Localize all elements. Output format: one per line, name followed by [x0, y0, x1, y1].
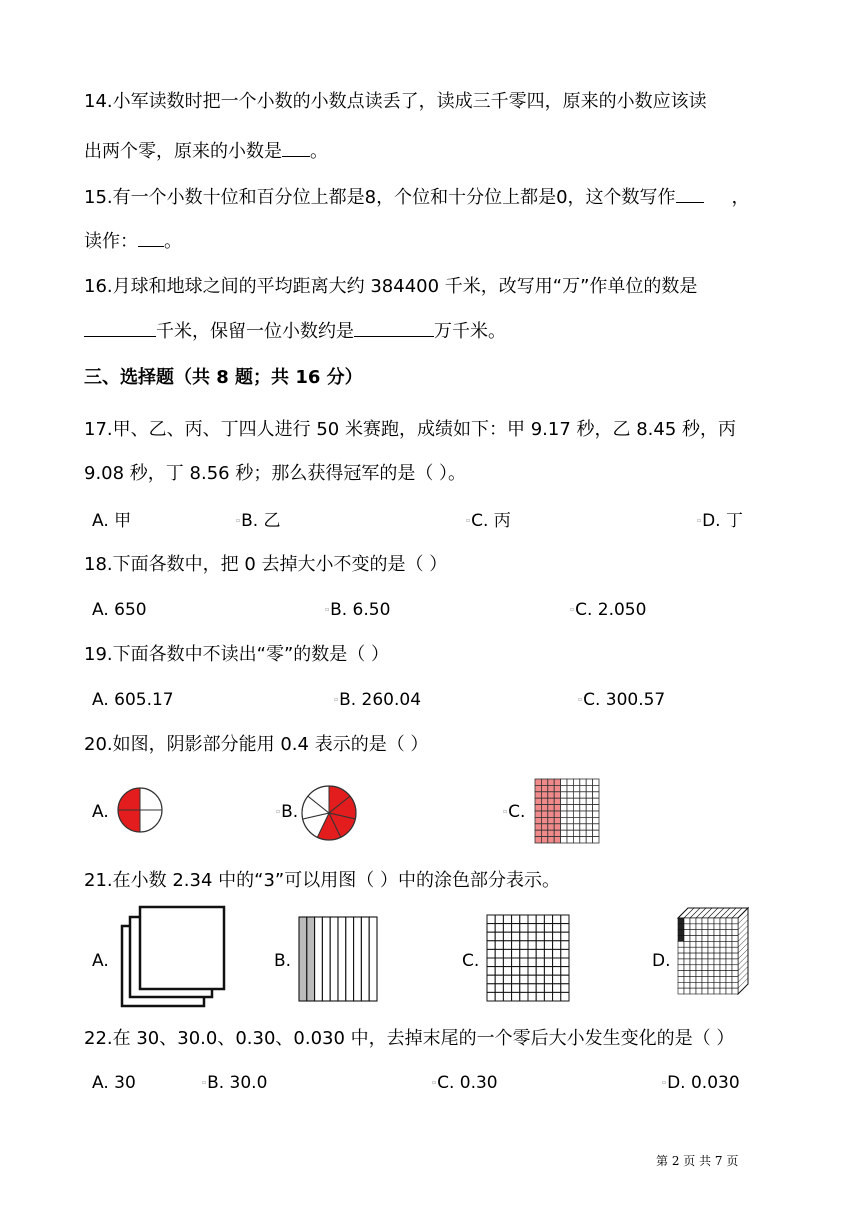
q16-text: 千米，保留一位小数约是 [156, 321, 354, 342]
q14-answer-blank[interactable] [282, 140, 310, 157]
q18-option-c-label: C. 2.050 [575, 600, 647, 620]
q15-line1 [84, 186, 750, 210]
section-title: 三、选择题（共 8 题；共 16 分） [84, 367, 363, 388]
q21-thousand-cube-figure [676, 906, 756, 1000]
q18-option-b-label: B. 6.50 [330, 600, 391, 620]
q15-line2 [84, 230, 182, 254]
q22-option-b[interactable]: ▫B. 30.0 [202, 1073, 268, 1093]
q20-option-b-label: B. [281, 802, 299, 822]
q22-option-d-label: D. 0.030 [667, 1073, 740, 1093]
q16-wan-blank[interactable] [84, 320, 156, 337]
q17-option-d[interactable]: ▫D. 丁 [697, 511, 743, 531]
q21-option-b[interactable]: B. [274, 951, 292, 971]
q19-stem: 19.下面各数中不读出“零”的数是（ ） [84, 644, 389, 665]
q17-line2: 9.08 秒，丁 8.56 秒；那么获得冠军的是（ ）。 [84, 463, 467, 484]
q17-option-c-label: C. 丙 [471, 511, 511, 531]
q18-stem: 18.下面各数中，把 0 去掉大小不变的是（ ） [84, 554, 448, 575]
q16-end: 万千米。 [434, 321, 506, 342]
q17-option-a[interactable]: A. 甲 [92, 511, 132, 531]
q20-option-a[interactable]: A. [92, 802, 109, 822]
page-number: 第 2 页 共 7 页 [656, 1154, 739, 1168]
q17-option-b[interactable]: ▫B. 乙 [236, 511, 281, 531]
q20-circle-quarters-figure [116, 786, 164, 834]
q14-line1: 14.小军读数时把一个小数的小数点读丢了，读成三千零四，原来的小数应该读 [84, 91, 707, 112]
q20-option-c[interactable]: ▫C. [503, 802, 526, 822]
q15-read-label: 读作： [84, 231, 138, 252]
q18-option-c[interactable]: ▫C. 2.050 [570, 600, 647, 620]
q17-option-b-label: B. 乙 [241, 511, 281, 531]
q14-end: 。 [310, 141, 328, 162]
q21-option-c[interactable]: C. [462, 951, 480, 971]
q21-hundredths-grid-figure [486, 914, 570, 1002]
q21-stacked-squares-figure [118, 904, 228, 1010]
q21-option-d[interactable]: D. [652, 951, 671, 971]
q15-end: 。 [164, 231, 182, 252]
q16-line1: 16.月球和地球之间的平均距离大约 384400 千米，改写用“万”作单位的数是 [84, 276, 698, 297]
q19-option-c-label: C. 300.57 [583, 690, 666, 710]
q22-option-b-label: B. 30.0 [207, 1073, 268, 1093]
q15-comma: ， [731, 187, 750, 208]
q22-stem: 22.在 30、30.0、0.30、0.030 中，去掉末尾的一个零后大小发生变化的是（ ） [84, 1028, 735, 1049]
q22-option-a[interactable]: A. 30 [92, 1073, 136, 1093]
q17-line1: 17.甲、乙、丙、丁四人进行 50 米赛跑，成绩如下：甲 9.17 秒，乙 8.45 秒，丙 [84, 419, 737, 440]
q17-option-c[interactable]: ▫C. 丙 [466, 511, 511, 531]
q17-option-d-label: D. 丁 [702, 511, 743, 531]
q22-option-d[interactable]: ▫D. 0.030 [662, 1073, 740, 1093]
q22-option-c-label: C. 0.30 [437, 1073, 498, 1093]
q18-option-a[interactable]: A. 650 [92, 600, 147, 620]
q19-option-b-label: B. 260.04 [339, 690, 422, 710]
q20-option-b[interactable]: ▫B. [276, 802, 299, 822]
q18-option-b[interactable]: ▫B. 6.50 [325, 600, 391, 620]
q20-option-c-label: C. [508, 802, 526, 822]
q14-text: 出两个零，原来的小数是 [84, 141, 282, 162]
q15-read-blank[interactable] [138, 230, 164, 247]
q14-line2 [84, 140, 328, 164]
q16-round-blank[interactable] [354, 320, 434, 337]
q19-option-a[interactable]: A. 605.17 [92, 690, 174, 710]
q22-option-c[interactable]: ▫C. 0.30 [432, 1073, 498, 1093]
q19-option-c[interactable]: ▫C. 300.57 [578, 690, 666, 710]
q21-option-a[interactable]: A. [92, 951, 109, 971]
q16-line2 [84, 320, 506, 344]
q15-write-blank[interactable] [676, 186, 704, 203]
q20-hundred-grid-figure [534, 778, 600, 844]
q20-circle-sevenths-figure [300, 784, 358, 842]
q15-text: 15.有一个小数十位和百分位上都是8，个位和十分位上都是0，这个数写作 [84, 187, 676, 208]
q20-stem: 20.如图，阴影部分能用 0.4 表示的是（ ） [84, 734, 429, 755]
q21-tenths-strips-figure [298, 916, 378, 1002]
q21-stem: 21.在小数 2.34 中的“3”可以用图（ ）中的涂色部分表示。 [84, 870, 560, 891]
q19-option-b[interactable]: ▫B. 260.04 [334, 690, 422, 710]
